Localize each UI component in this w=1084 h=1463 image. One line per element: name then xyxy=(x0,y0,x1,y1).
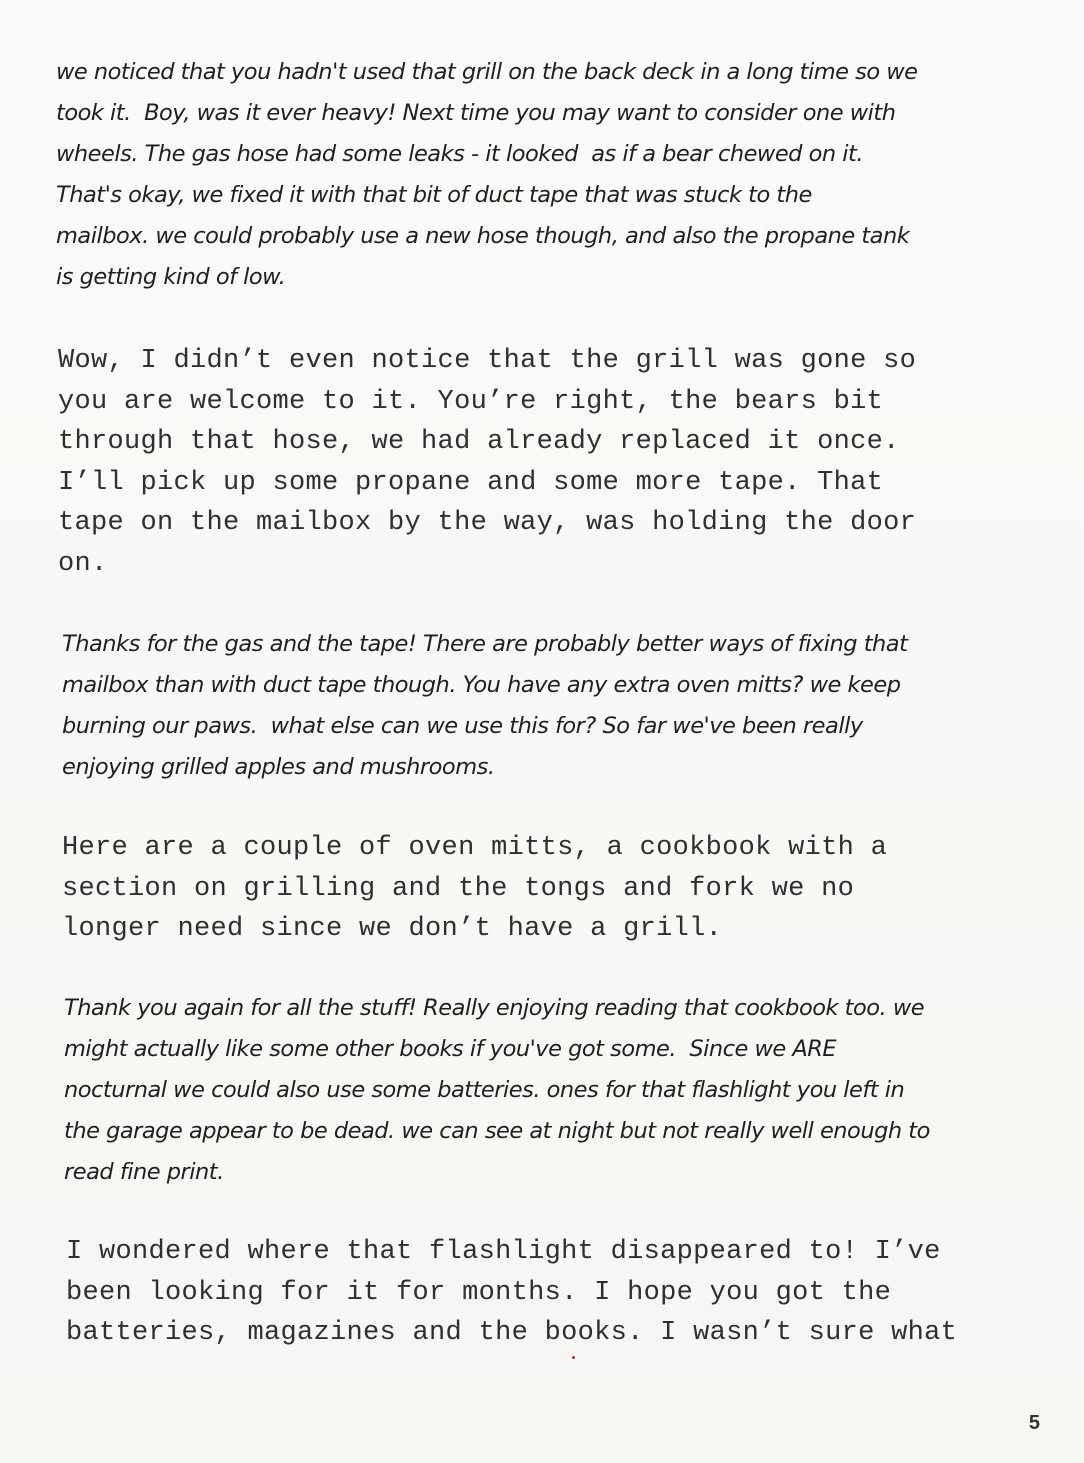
text-line: Wow, I didn’t even notice that the grill was gone so xyxy=(58,346,917,376)
text-line: enjoying grilled apples and mushrooms. xyxy=(62,754,495,780)
text-line: Here are a couple of oven mitts, a cookbook with a xyxy=(62,833,888,863)
handwritten-paragraph-1 xyxy=(56,52,1041,298)
text-line: we noticed that you hadn't used that grill on the back deck in a long time so we xyxy=(56,59,918,85)
text-line: burning our paws. what else can we use this for? So far we've been really xyxy=(62,713,863,739)
typed-paragraph-1 xyxy=(58,341,1043,584)
text-line: on. xyxy=(58,548,108,579)
handwritten-paragraph-2 xyxy=(62,624,1047,788)
typed-paragraph-2 xyxy=(62,828,1047,950)
text-line: tape on the mailbox by the way, was holding the door xyxy=(58,508,917,538)
text-line: you are welcome to it. You’re right, the bears bit xyxy=(58,386,884,417)
text-line: I wondered where that flashlight disappeared to! I’ve xyxy=(66,1237,941,1267)
text-line: Thanks for the gas and the tape! There are probably better ways of fixing that xyxy=(62,631,908,657)
text-line: mailbox than with duct tape though. You have any extra oven mitts? we keep xyxy=(62,672,901,698)
text-line: Thank you again for all the stuff! Really enjoying reading that cookbook too. we xyxy=(64,995,925,1021)
text-line: through that hose, we had already replaced it once. xyxy=(58,427,900,457)
paper-speck xyxy=(572,1356,575,1359)
text-line: longer need since we don’t have a grill. xyxy=(62,914,723,944)
page-number: 5 xyxy=(1028,1412,1040,1434)
text-line: That's okay, we fixed it with that bit of duct tape that was stuck to the xyxy=(56,182,812,208)
text-line: section on grilling and the tongs and fork we no xyxy=(62,873,855,904)
text-line: wheels. The gas hose had some leaks - it looked as if a bear chewed on it. xyxy=(56,141,864,167)
text-line: mailbox. we could probably use a new hose though, and also the propane tank xyxy=(56,223,910,249)
text-line: might actually like some other books if you've got some. Since we ARE xyxy=(64,1036,837,1062)
text-line: the garage appear to be dead. we can see at night but not really well enough to xyxy=(64,1118,930,1144)
text-line: read fine print. xyxy=(64,1159,224,1185)
text-line: took it. Boy, was it ever heavy! Next time you may want to consider one with xyxy=(56,100,896,126)
handwritten-paragraph-3 xyxy=(64,988,1049,1193)
typed-paragraph-3 xyxy=(66,1232,1051,1354)
text-line: is getting kind of low. xyxy=(56,264,286,290)
text-line: been looking for it for months. I hope you got the xyxy=(66,1277,892,1308)
text-line: batteries, magazines and the books. I wasn’t sure what xyxy=(66,1318,958,1348)
text-line: nocturnal we could also use some batteries. ones for that flashlight you left in xyxy=(64,1077,905,1103)
text-line: I’ll pick up some propane and some more tape. That xyxy=(58,467,884,498)
